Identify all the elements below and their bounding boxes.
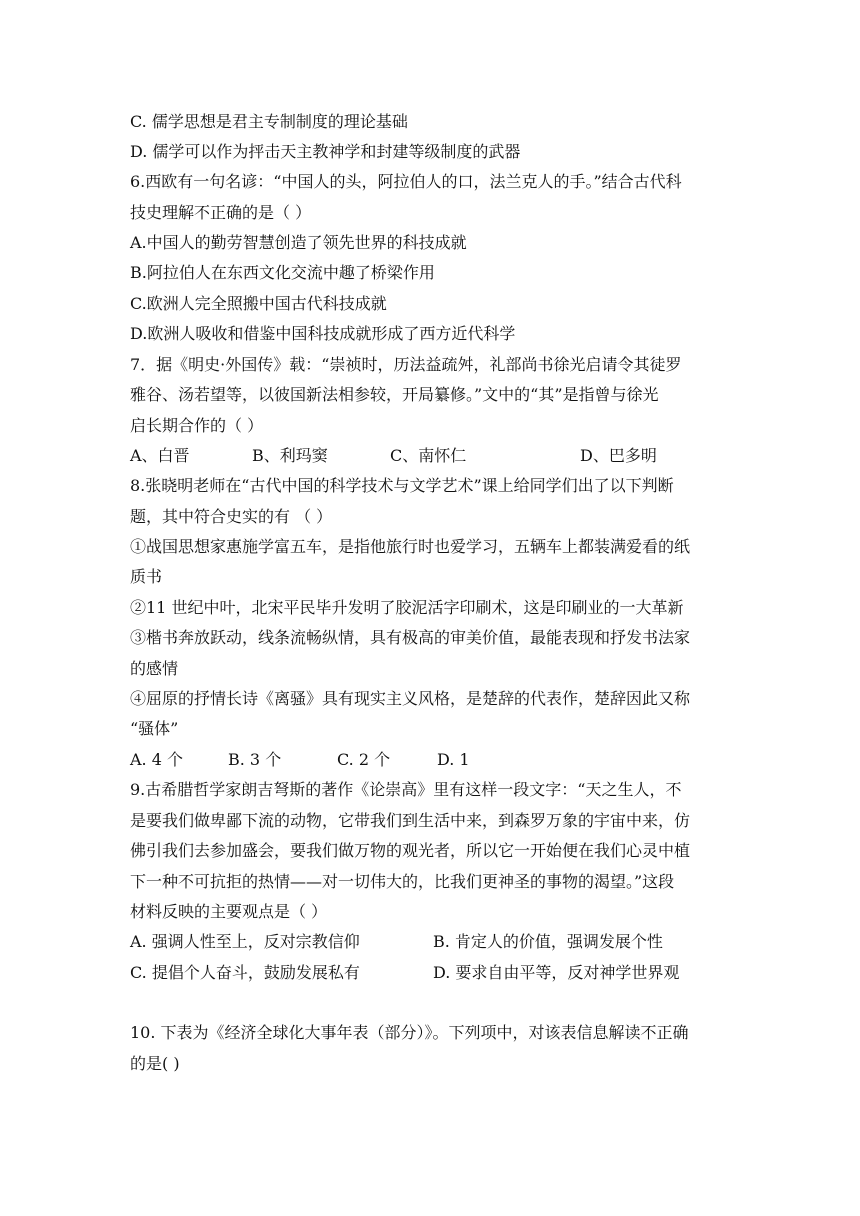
q7-option-a: A、白晋 (130, 446, 190, 465)
q9-option-a: A. 强调人性至上，反对宗教信仰 (130, 932, 360, 951)
q9-stem-line-3: 佛引我们去参加盛会，要我们做万物的观光者，所以它一开始便在我们心灵中植 (130, 841, 691, 860)
q9-option-d: D. 要求自由平等，反对神学世界观 (433, 963, 680, 982)
q8-option-b: B. 3 个 (228, 750, 282, 769)
q6-option-a: A.中国人的勤劳智慧创造了领先世界的科技成就 (130, 233, 467, 252)
q9-stem-line-5: 材料反映的主要观点是（ ） (130, 902, 328, 921)
q7-option-b: B、利玛窦 (252, 446, 328, 465)
q8-item-1-line-2: 质书 (130, 567, 163, 586)
q9-stem-line-4: 下一种不可抗拒的热情——对一切伟大的，比我们更神圣的事物的渴望。”这段 (130, 872, 675, 891)
q6-option-c: C.欧洲人完全照搬中国古代科技成就 (130, 294, 387, 313)
q10-stem-line-1: 10. 下表为《经济全球化大事年表（部分）》。下列项中，对该表信息解读不正确 (130, 1023, 689, 1042)
q8-option-a: A. 4 个 (130, 750, 183, 769)
q8-item-4-line-1: ④屈原的抒情长诗《离骚》具有现实主义风格，是楚辞的代表作，楚辞因此又称 (130, 689, 691, 708)
q8-option-d: D. 1 (437, 750, 470, 769)
q8-item-2: ②11 世纪中叶，北宋平民毕升发明了胶泥活字印刷术，这是印刷业的一大革新 (130, 598, 684, 617)
q8-item-3-line-1: ③楷书奔放跃动，线条流畅纵情，具有极高的审美价值，最能表现和抒发书法家 (130, 628, 691, 647)
q8-option-c: C. 2 个 (337, 750, 391, 769)
q6-stem-line-1: 6.西欧有一句名谚：“中国人的头，阿拉伯人的口，法兰克人的手。”结合古代科 (130, 172, 682, 191)
q10-stem-line-2: 的是( ) (130, 1054, 180, 1073)
q7-stem-line-1: 7．据《明史·外国传》载：“崇祯时，历法益疏舛，礼部尚书徐光启请令其徒罗 (130, 355, 682, 374)
q6-stem-line-2: 技史理解不正确的是（ ） (130, 203, 312, 222)
q5-option-c: C. 儒学思想是君主专制制度的理论基础 (130, 112, 408, 131)
q6-option-b: B.阿拉伯人在东西文化交流中趣了桥梁作用 (130, 263, 435, 282)
q9-option-b: B. 肯定人的价值，强调发展个性 (433, 932, 663, 951)
q8-stem-line-2: 题，其中符合史实的有 （ ） (130, 507, 333, 526)
q9-stem-line-2: 是要我们做卑鄙下流的动物，它带我们到生活中来，到森罗万象的宇宙中来，仿 (130, 811, 691, 830)
q7-stem-line-3: 启长期合作的（ ） (130, 416, 264, 435)
q9-option-c: C. 提倡个人奋斗，鼓励发展私有 (130, 963, 360, 982)
q6-option-d: D.欧洲人吸收和借鉴中国科技成就形成了西方近代科学 (130, 324, 516, 343)
q7-option-c: C、南怀仁 (390, 446, 467, 465)
q7-option-d: D、巴多明 (580, 446, 657, 465)
q7-stem-line-2: 雅谷、汤若望等，以彼国新法相参较，开局纂修。”文中的“其”是指曾与徐光 (130, 385, 659, 404)
q5-option-d: D. 儒学可以作为抨击天主教神学和封建等级制度的武器 (130, 142, 521, 161)
q8-item-4-line-2: “骚体” (130, 719, 179, 738)
q8-stem-line-1: 8.张晓明老师在“古代中国的科学技术与文学艺术”课上给同学们出了以下判断 (130, 476, 674, 495)
q8-item-3-line-2: 的感情 (130, 659, 179, 678)
q9-stem-line-1: 9.古希腊哲学家朗吉弩斯的著作《论崇高》里有这样一段文字：“天之生人，不 (130, 780, 682, 799)
q8-item-1-line-1: ①战国思想家惠施学富五车，是指他旅行时也爱学习，五辆车上都装满爱看的纸 (130, 537, 691, 556)
